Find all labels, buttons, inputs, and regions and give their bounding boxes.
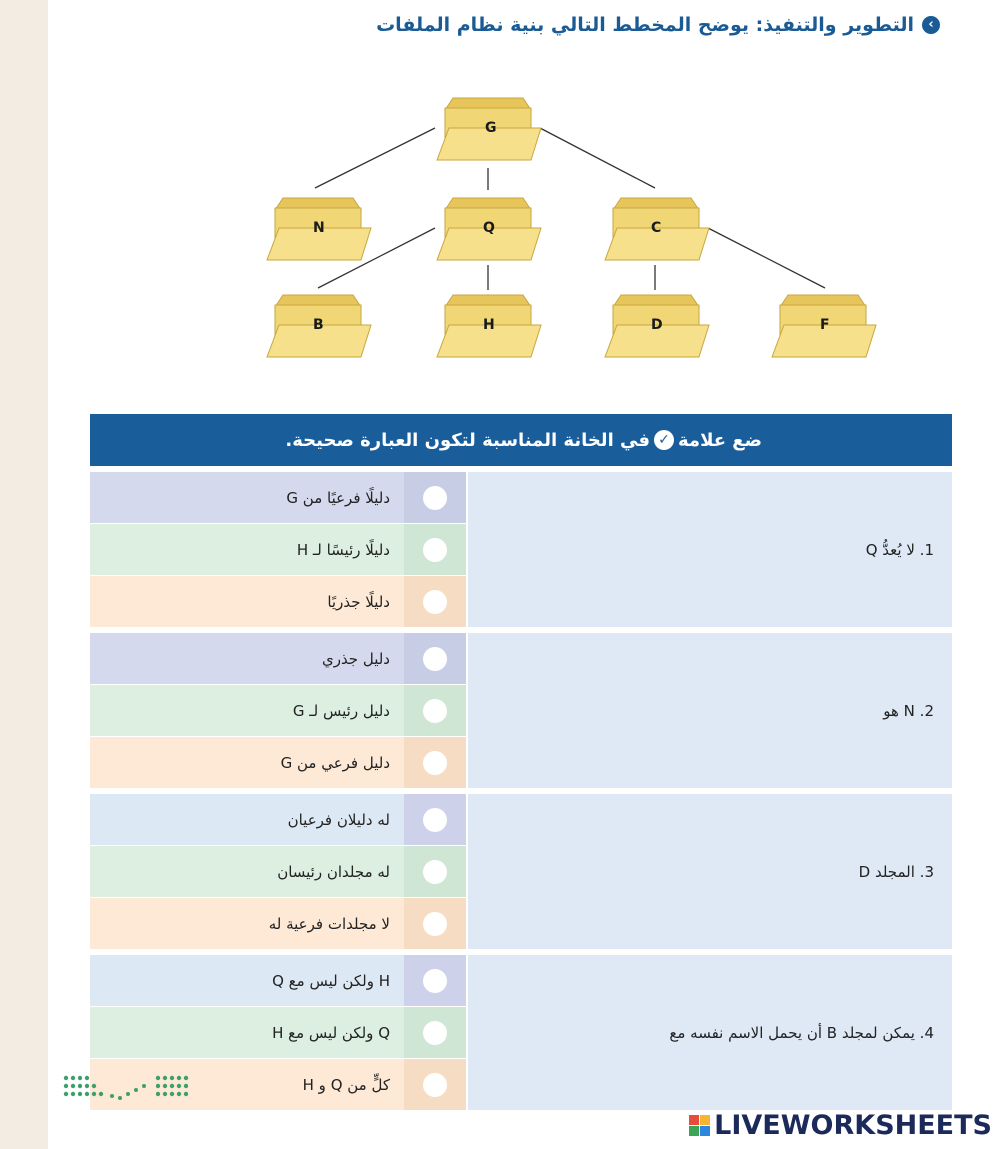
option-text: دليلًا جذريًا bbox=[327, 592, 390, 611]
option-row[interactable] bbox=[90, 955, 466, 1006]
option-text: كلٍّ من Q و H bbox=[302, 1075, 390, 1094]
header-text-before: ضع علامة bbox=[678, 429, 762, 451]
option-text: دليل فرعي من G bbox=[280, 753, 390, 772]
brand-squares-icon bbox=[689, 1115, 710, 1136]
question-label: 2. N هو bbox=[468, 633, 952, 788]
option-text: Q ولكن ليس مع H bbox=[272, 1023, 390, 1042]
option-row[interactable] bbox=[90, 524, 466, 575]
radio-button[interactable] bbox=[423, 808, 447, 832]
option-row[interactable] bbox=[90, 794, 466, 845]
svg-text:D: D bbox=[651, 317, 663, 333]
title-text: التطوير والتنفيذ: يوضح المخطط التالي بنية نظام الملفات bbox=[376, 14, 914, 36]
check-circle-icon: ✓ bbox=[654, 430, 674, 450]
question-label: 1. لا يُعدُّ Q bbox=[468, 472, 952, 627]
page-title bbox=[376, 14, 940, 36]
option-text: دليل رئيس لـ G bbox=[292, 701, 390, 720]
folder-icon-F bbox=[772, 295, 876, 357]
question-group-3 bbox=[90, 794, 952, 949]
radio-button[interactable] bbox=[423, 860, 447, 884]
radio-button[interactable] bbox=[423, 969, 447, 993]
option-text: دليل جذري bbox=[321, 649, 390, 668]
folder-icon-D bbox=[605, 295, 709, 357]
question-label: 4. يمكن لمجلد B أن يحمل الاسم نفسه مع bbox=[468, 955, 952, 1110]
radio-button[interactable] bbox=[423, 538, 447, 562]
svg-text:Q: Q bbox=[483, 220, 495, 236]
ministry-logo-icon bbox=[62, 1072, 202, 1108]
svg-text:F: F bbox=[820, 317, 830, 333]
radio-button[interactable] bbox=[423, 1073, 447, 1097]
header-text-after: في الخانة المناسبة لتكون العبارة صحيحة. bbox=[285, 429, 651, 451]
svg-text:G: G bbox=[485, 120, 497, 136]
option-text: H ولكن ليس مع Q bbox=[272, 971, 390, 990]
radio-button[interactable] bbox=[423, 1021, 447, 1045]
question-group-1 bbox=[90, 472, 952, 627]
folder-tree-diagram bbox=[0, 80, 1000, 380]
radio-button[interactable] bbox=[423, 647, 447, 671]
radio-button[interactable] bbox=[423, 912, 447, 936]
svg-text:C: C bbox=[651, 220, 662, 236]
option-row[interactable] bbox=[90, 898, 466, 949]
option-text: دليلًا رئيسًا لـ H bbox=[296, 540, 390, 559]
option-text: له مجلدان رئيسان bbox=[277, 862, 390, 881]
svg-text:B: B bbox=[313, 317, 324, 333]
option-row[interactable] bbox=[90, 1007, 466, 1058]
radio-button[interactable] bbox=[423, 751, 447, 775]
option-row[interactable] bbox=[90, 846, 466, 897]
brand-logo bbox=[689, 1110, 992, 1141]
radio-button[interactable] bbox=[423, 699, 447, 723]
radio-button[interactable] bbox=[423, 590, 447, 614]
svg-text:H: H bbox=[483, 317, 495, 333]
question-group-2 bbox=[90, 633, 952, 788]
svg-text:N: N bbox=[313, 220, 325, 236]
folder-icon-Q bbox=[437, 198, 541, 260]
folder-icon-H bbox=[437, 295, 541, 357]
option-row[interactable] bbox=[90, 472, 466, 523]
option-row[interactable] bbox=[90, 685, 466, 736]
radio-button[interactable] bbox=[423, 486, 447, 510]
option-row[interactable] bbox=[90, 737, 466, 788]
option-row[interactable] bbox=[90, 633, 466, 684]
question-group-4 bbox=[90, 955, 952, 1110]
option-row[interactable] bbox=[90, 576, 466, 627]
chevron-right-icon: › bbox=[922, 16, 940, 34]
tree-connectors bbox=[315, 128, 825, 290]
option-text: دليلًا فرعيًا من G bbox=[286, 488, 390, 507]
folder-icon-C bbox=[605, 198, 709, 260]
folder-icon-G bbox=[437, 98, 541, 160]
option-text: لا مجلدات فرعية له bbox=[268, 914, 390, 933]
question-label: 3. المجلد D bbox=[468, 794, 952, 949]
table-header bbox=[90, 414, 952, 466]
brand-text: LIVEWORKSHEETS bbox=[714, 1110, 992, 1141]
folder-icon-B bbox=[267, 295, 371, 357]
folder-icon-N bbox=[267, 198, 371, 260]
option-text: له دليلان فرعيان bbox=[287, 810, 390, 829]
